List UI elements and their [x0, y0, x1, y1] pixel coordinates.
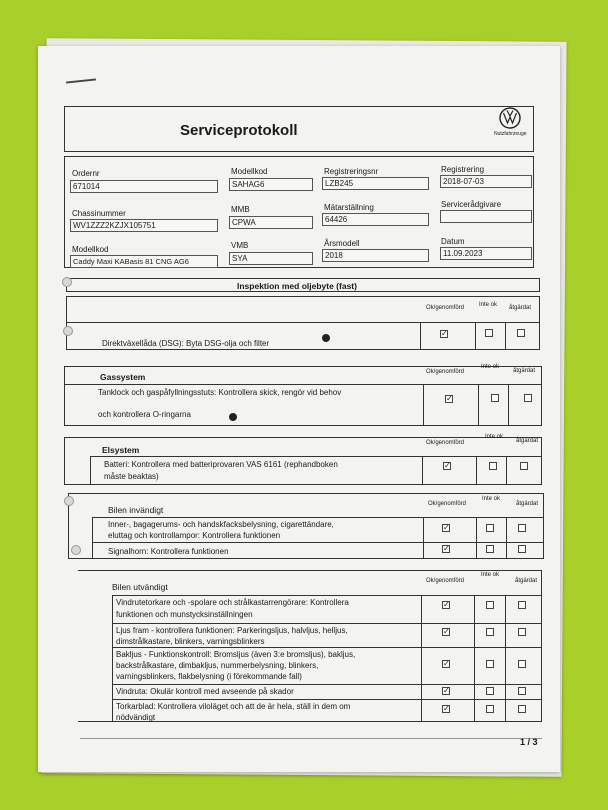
checkbox-inte-ok[interactable] — [486, 601, 494, 609]
vmb-field: SYA — [229, 252, 313, 265]
registrering-label: Registrering — [441, 165, 485, 174]
punch-hole — [71, 545, 81, 555]
col-ok-header: Ok/genomförd — [425, 369, 465, 375]
section-gassystem-title: Gassystem — [100, 372, 146, 382]
row-torkarblad-text-1: Torkarblad: Kontrollera viloläget och att de är hela, ställ in dem om — [116, 702, 351, 711]
section-divider — [66, 322, 540, 323]
modell-label: Modellkod — [72, 245, 109, 254]
checkbox-atgardat[interactable] — [518, 628, 526, 636]
col-ok-header: Ok/genomförd — [427, 501, 467, 507]
col-inte-header: Inte ok — [478, 302, 497, 308]
brand-subtitle: Nutzfahrzeuge — [494, 131, 527, 137]
checkbox-atgardat[interactable] — [518, 660, 526, 668]
checkbox-ok[interactable]: ✓ — [443, 523, 450, 532]
checkbox-inte-ok[interactable] — [486, 705, 494, 713]
checkbox-atgardat[interactable] — [524, 394, 532, 402]
row-belysning-text-1: Inner-, bagagerums- och handskfacksbelysning, cigarettändare, — [108, 520, 334, 529]
col-divider — [506, 517, 507, 559]
inspection-title: Inspektion med oljebyte (fast) — [237, 281, 357, 291]
section-utvandigt-title: Bilen utvändigt — [112, 582, 168, 592]
checkbox-ok[interactable]: ✓ — [443, 686, 450, 695]
mmb-label: MMB — [231, 205, 250, 214]
chassinummer-field: WV1ZZZ2KZJX105751 — [70, 219, 218, 232]
ordernr-label: Ordernr — [72, 169, 100, 178]
vmb-label: VMB — [231, 241, 249, 250]
col-ok-header: Ok/genomförd — [425, 305, 465, 311]
col-divider — [92, 517, 93, 559]
col-divider — [423, 517, 424, 559]
registreringsnr-label: Registreringsnr — [324, 167, 379, 176]
col-ok-header: Ok/genomförd — [425, 440, 465, 446]
section-elsystem-title: Elsystem — [102, 445, 140, 455]
modellkod-label: Modellkod — [231, 167, 268, 176]
checkbox-atgardat[interactable] — [520, 462, 528, 470]
section-divider — [90, 456, 542, 457]
header-box — [64, 106, 534, 152]
col-atgardat-header: åtgärdat — [515, 438, 539, 444]
checkbox-atgardat[interactable] — [518, 705, 526, 713]
checkbox-atgardat[interactable] — [517, 329, 525, 337]
mmb-field: CPWA — [229, 216, 313, 229]
row-belysning-text-2: eluttag och kontrollampor: Kontrollera funktionen — [108, 531, 281, 540]
pen-mark — [66, 78, 96, 83]
col-divider — [508, 384, 509, 426]
checkbox-atgardat[interactable] — [518, 687, 526, 695]
col-atgardat-header: åtgärdat — [514, 578, 538, 584]
checkbox-inte-ok[interactable] — [486, 660, 494, 668]
checkbox-atgardat[interactable] — [518, 545, 526, 553]
col-divider — [506, 456, 507, 485]
checkbox-ok[interactable]: ✓ — [446, 394, 453, 403]
checkbox-ok[interactable]: ✓ — [443, 600, 450, 609]
col-ok-header: Ok/genomförd — [425, 578, 465, 584]
col-inte-header: Inte ok — [480, 364, 499, 370]
col-divider — [421, 595, 422, 722]
section-invandigt-title: Bilen invändigt — [108, 505, 164, 515]
row-vindrutetorkare-text-2: funktionen och munstycksinställningen — [116, 610, 253, 619]
checkbox-inte-ok[interactable] — [489, 462, 497, 470]
punch-hole — [63, 326, 73, 336]
col-divider — [478, 384, 479, 426]
section-divider — [112, 595, 542, 596]
col-atgardat-header: åtgärdat — [515, 501, 539, 507]
checkbox-ok[interactable]: ✓ — [443, 544, 450, 553]
punch-hole — [62, 277, 72, 287]
page-title: Serviceprotokoll — [180, 122, 298, 139]
checkbox-inte-ok[interactable] — [491, 394, 499, 402]
row-divider — [112, 647, 542, 648]
checkbox-ok[interactable]: ✓ — [444, 461, 451, 470]
col-divider — [476, 517, 477, 559]
modellkod-field: SAHAG6 — [229, 178, 313, 191]
registreringsnr-field: LZB245 — [322, 177, 429, 190]
punch-mark — [322, 334, 330, 342]
checkbox-atgardat[interactable] — [518, 601, 526, 609]
col-divider — [476, 456, 477, 485]
row-vindrutetorkare-text-1: Vindrutetorkare och -spolare och strålkastarrengörare: Kontrollera — [116, 598, 349, 607]
checkbox-ok[interactable]: ✓ — [443, 627, 450, 636]
col-divider — [420, 322, 421, 350]
checkbox-inte-ok[interactable] — [486, 628, 494, 636]
row-vindruta-text: Vindruta: Okulär kontroll med avseende på skador — [116, 687, 294, 696]
row-tanklock-text-2: och kontrollera O-ringarna — [98, 410, 191, 419]
modell-field: Caddy Maxi KABasis 81 CNG AG6 — [70, 255, 218, 268]
col-divider — [475, 322, 476, 350]
col-divider — [112, 595, 113, 722]
col-inte-header: Inte ok — [484, 434, 503, 440]
col-divider — [90, 456, 91, 485]
checkbox-inte-ok[interactable] — [485, 329, 493, 337]
footer-rule — [80, 738, 542, 739]
row-tanklock-text-1: Tanklock och gaspåfyllningsstuts: Kontrollera skick, rengör vid behov — [98, 388, 342, 397]
row-divider — [112, 699, 542, 700]
col-inte-header: Inte ok — [480, 572, 499, 578]
checkbox-ok[interactable]: ✓ — [441, 329, 448, 338]
col-inte-header: Inte ok — [481, 496, 500, 502]
checkbox-atgardat[interactable] — [518, 524, 526, 532]
chassinummer-label: Chassinummer — [72, 209, 126, 218]
arsmodell-field: 2018 — [322, 249, 429, 262]
datum-field: 11.09.2023 — [440, 247, 532, 260]
servicerad-field — [440, 210, 532, 223]
vw-logo-icon — [499, 107, 521, 129]
checkbox-inte-ok[interactable] — [486, 545, 494, 553]
checkbox-inte-ok[interactable] — [486, 687, 494, 695]
col-atgardat-header: åtgärdat — [508, 305, 532, 311]
row-ljus-fram-text-1: Ljus fram - kontrollera funktionen: Parkeringsljus, halvljus, helljus, — [116, 626, 348, 635]
col-divider — [505, 595, 506, 722]
checkbox-ok[interactable]: ✓ — [443, 659, 450, 668]
row-dsg-text: Direktväxellåda (DSG): Byta DSG-olja och filter — [102, 339, 270, 348]
matarstallning-label: Mätarställning — [324, 203, 374, 212]
matarstallning-field: 64426 — [322, 213, 429, 226]
row-batteri-text-1: Batteri: Kontrollera med batteriprovaren VAS 6161 (rephandboken — [104, 460, 338, 469]
col-divider — [505, 322, 506, 350]
col-divider — [422, 456, 423, 485]
col-divider — [474, 595, 475, 722]
punch-mark — [229, 413, 237, 421]
arsmodell-label: Årsmodell — [324, 239, 360, 248]
row-batteri-text-2: måste beaktas) — [104, 472, 159, 481]
checkbox-inte-ok[interactable] — [486, 524, 494, 532]
servicerad-label: Servicerådgivare — [441, 200, 502, 209]
row-bakljus-text-3: varningsblinkers, flakbelysning (i förekommande fall) — [116, 672, 302, 681]
col-atgardat-header: åtgärdat — [512, 368, 536, 374]
row-divider — [112, 684, 542, 685]
row-bakljus-text-2: backstrålkastare, dimbakljus, nummerbelysning, blinkers, — [116, 661, 319, 670]
registrering-field: 2018-07-03 — [440, 175, 532, 188]
col-divider — [423, 384, 424, 426]
row-ljus-fram-text-2: dimstrålkastare, blinkers, varningsblinkers — [116, 637, 265, 646]
row-divider — [112, 623, 542, 624]
checkbox-ok[interactable]: ✓ — [443, 704, 450, 713]
section-divider — [64, 384, 542, 385]
punch-hole — [64, 496, 74, 506]
ordernr-field: 671014 — [70, 180, 218, 193]
datum-label: Datum — [441, 237, 465, 246]
page-number: 1 / 3 — [520, 737, 538, 747]
row-torkarblad-text-2: nödvändigt — [116, 713, 156, 722]
row-signalhorn-text: Signalhorn: Kontrollera funktionen — [108, 547, 229, 556]
row-bakljus-text-1: Bakljus - Funktionskontroll: Bromsljus (även 3:e bromsljus), bakljus, — [116, 650, 356, 659]
